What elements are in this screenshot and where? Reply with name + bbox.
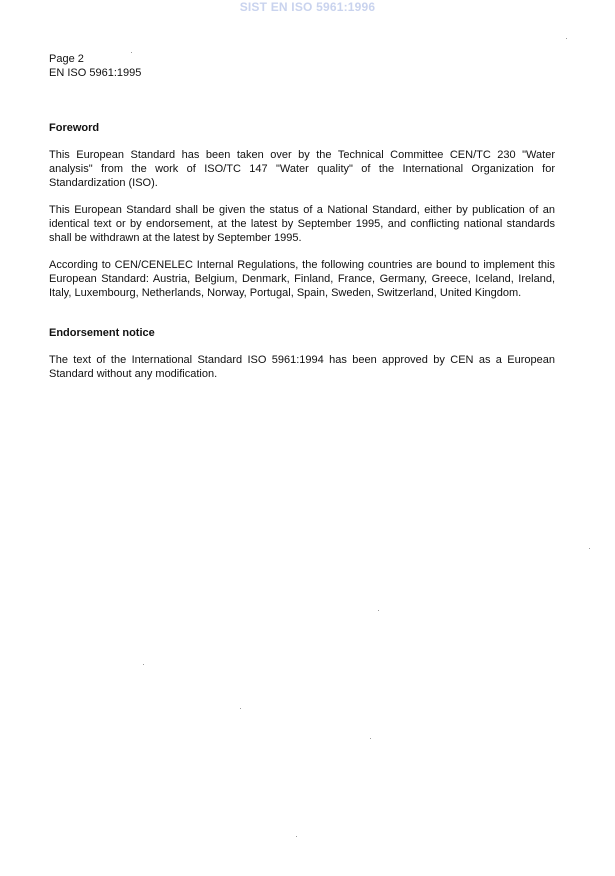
scan-speck (143, 664, 144, 665)
scan-speck (378, 610, 379, 611)
scan-speck (566, 38, 567, 39)
scan-speck (370, 738, 371, 739)
foreword-paragraph-2: This European Standard shall be given the status of a National Standard, either by publication of an identical text or by endorsement, at the latest by September 1995, and conflicting national standards shall be withdrawn at the latest by September 1995. (49, 204, 555, 244)
scan-speck (296, 836, 297, 837)
scan-speck (240, 708, 241, 709)
foreword-paragraph-3: According to CEN/CENELEC Internal Regulations, the following countries are bound to implement this European Standard: Austria, Belgium, Denmark, Finland, France, Germany, Greece, Iceland, Ireland, Italy, Luxembourg, Netherlands, Norway, Portugal, Spain, Sweden, Switzerland, United Kingdom. (49, 259, 555, 299)
document-body (49, 121, 555, 394)
endorsement-heading: Endorsement notice (49, 327, 155, 339)
scan-speck (589, 548, 590, 549)
foreword-paragraph-1: This European Standard has been taken over by the Technical Committee CEN/TC 230 "Water analysis" from the work of ISO/TC 147 "Water quality" of the International Organization for Standardization (ISO). (49, 149, 555, 189)
watermark-text: SIST EN ISO 5961:1996 (239, 0, 376, 14)
scan-speck (131, 52, 132, 53)
page-header (49, 52, 141, 80)
standard-number: EN ISO 5961:1995 (49, 67, 142, 79)
page-number: Page 2 (49, 53, 84, 65)
foreword-heading: Foreword (49, 122, 100, 134)
endorsement-paragraph: The text of the International Standard ISO 5961:1994 has been approved by CEN as a European Standard without any modification. (49, 354, 555, 380)
